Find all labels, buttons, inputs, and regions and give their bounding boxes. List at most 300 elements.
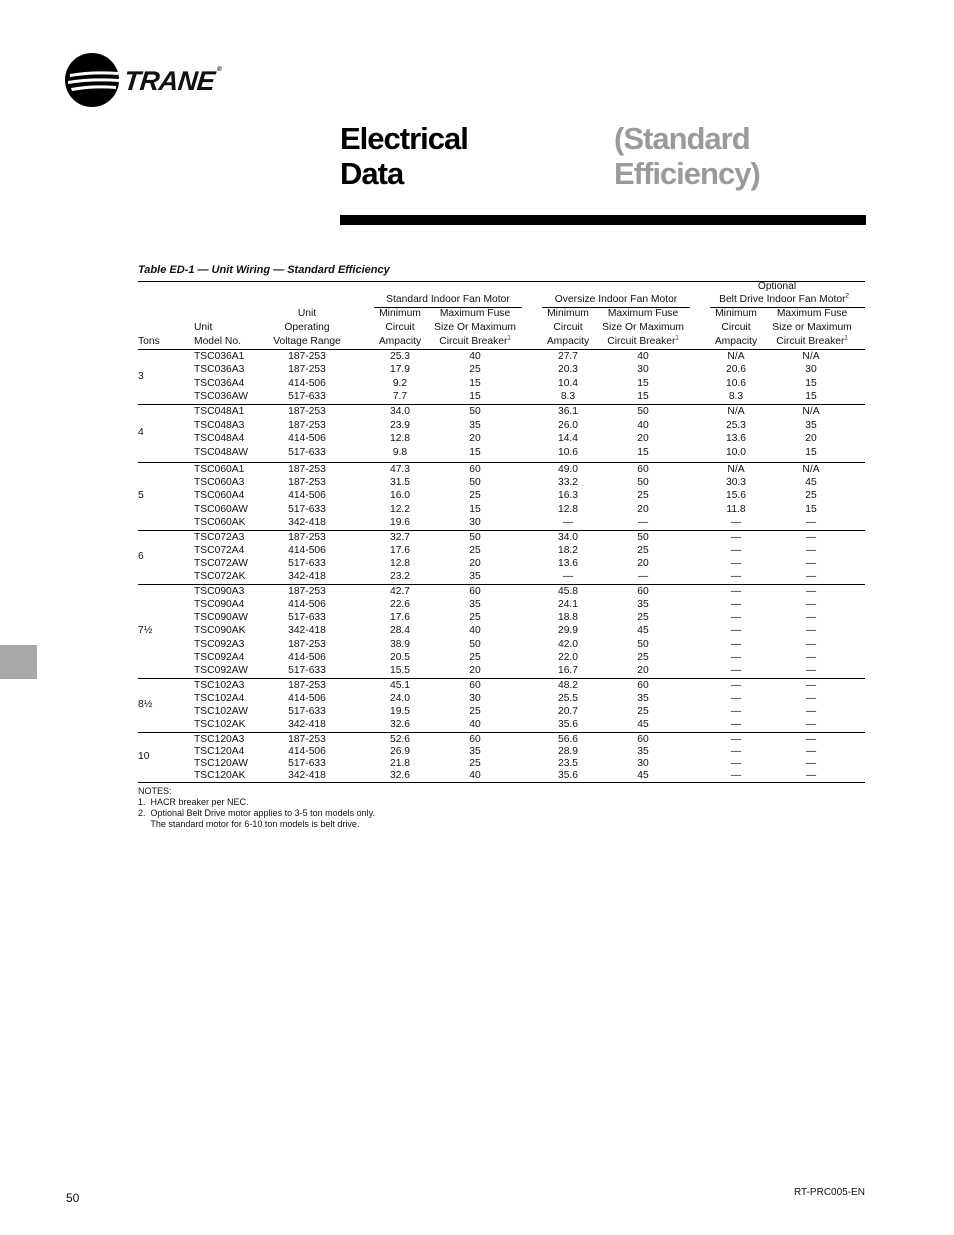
table-cell: 40: [469, 625, 481, 637]
table-cell: TSC092A3: [194, 638, 245, 650]
table-row: [138, 377, 865, 391]
table-row: [138, 557, 865, 571]
table-cell: 60: [637, 464, 649, 475]
table-cell: 9.8: [392, 446, 408, 458]
header-size-or-max: Size or Maximum: [772, 322, 852, 333]
table-cell: TSC072AK: [194, 571, 246, 582]
table-cell: 414-506: [288, 377, 326, 389]
table-cell: 414-506: [288, 433, 326, 444]
header-ampacity: Ampacity: [714, 336, 758, 347]
table-cell: 40: [469, 719, 481, 730]
table-cell: 25: [637, 706, 649, 717]
header-optional: Optional: [757, 281, 797, 292]
table-cell: 15: [469, 377, 481, 389]
table-cell: 60: [637, 586, 649, 597]
table-cell: —: [730, 532, 742, 543]
table-cell: 342-418: [288, 719, 326, 730]
tonnage-group: [138, 732, 865, 782]
table-cell: 40: [469, 351, 481, 362]
header-oversize-motor: Oversize Indoor Fan Motor: [554, 294, 678, 305]
table-cell: —: [805, 706, 817, 717]
table-cell: 187-253: [288, 364, 326, 376]
table-cell: 35.6: [557, 770, 579, 781]
table-cell: 25: [469, 706, 481, 717]
table-cell: 15: [805, 446, 817, 458]
title-rule: [340, 215, 866, 225]
table-cell: —: [805, 586, 817, 597]
table-cell: 25: [469, 758, 481, 769]
table-cell: 20: [637, 433, 649, 444]
table-cell: TSC060AW: [194, 503, 248, 515]
table-cell: 23.2: [389, 571, 411, 582]
table-cell: TSC036A1: [194, 351, 245, 362]
table-cell: 60: [469, 586, 481, 597]
table-cell: 17.6: [389, 612, 411, 624]
table-cell: 20.7: [557, 706, 579, 717]
table-row: [138, 638, 865, 652]
tons-label: 5: [138, 490, 144, 502]
table-row: [138, 432, 865, 446]
table-cell: TSC092A4: [194, 651, 245, 663]
table-cell: —: [730, 599, 742, 611]
table-row: [138, 503, 865, 517]
table-cell: 35: [637, 746, 649, 757]
table-cell: 15.6: [725, 490, 747, 502]
table-row: [138, 489, 865, 503]
table-cell: 414-506: [288, 746, 326, 757]
table-cell: —: [730, 680, 742, 691]
table-cell: —: [562, 516, 574, 528]
document-id: RT-PRC005-EN: [794, 1187, 865, 1198]
table-cell: 12.2: [389, 503, 411, 515]
table-cell: 187-253: [288, 351, 326, 362]
table-cell: TSC060A4: [194, 490, 245, 502]
table-cell: TSC072AW: [194, 558, 248, 569]
table-cell: 17.6: [389, 545, 411, 556]
header-operating: Operating: [284, 322, 330, 333]
table-row: [138, 516, 865, 530]
table-cell: 342-418: [288, 625, 326, 637]
header-circuit-breaker: Circuit Breaker$^1$: [776, 335, 848, 347]
table-cell: 517-633: [288, 758, 326, 769]
table-cell: 13.6: [725, 433, 747, 444]
table-cell: TSC120A3: [194, 734, 245, 745]
header-circuit-breaker: Circuit Breaker$^1$: [439, 335, 511, 347]
table-cell: 42.7: [389, 586, 411, 597]
table-cell: 23.9: [389, 419, 411, 431]
table-cell: 15: [469, 446, 481, 458]
table-cell: —: [805, 770, 817, 781]
table-cell: —: [805, 532, 817, 543]
table-cell: 35.6: [557, 719, 579, 730]
table-row: [138, 705, 865, 719]
table-cell: 25: [469, 651, 481, 663]
table-cell: 25: [637, 651, 649, 663]
table-cell: 11.8: [726, 503, 746, 515]
tons-label: 10: [138, 751, 150, 763]
table-cell: 20.5: [389, 651, 411, 663]
table-cell: 20: [469, 433, 481, 444]
table-cell: 30: [637, 364, 649, 376]
table-cell: 15: [637, 390, 649, 402]
table-row: [138, 692, 865, 706]
table-cell: 56.6: [557, 734, 579, 745]
table-cell: 15: [469, 390, 481, 402]
table-cell: 47.3: [389, 464, 411, 475]
table-cell: 187-253: [288, 680, 326, 691]
table-cell: 25: [637, 490, 649, 502]
table-cell: 60: [469, 680, 481, 691]
table-cell: TSC120A4: [194, 746, 245, 757]
table-row: [138, 390, 865, 404]
tonnage-group: [138, 584, 865, 678]
table-cell: 24.0: [389, 693, 411, 704]
table-cell: 15: [637, 446, 649, 458]
table-cell: 20: [469, 664, 481, 676]
header-minimum: Minimum: [379, 308, 421, 319]
table-cell: TSC072A3: [194, 532, 245, 543]
header-standard-motor: Standard Indoor Fan Motor: [386, 294, 510, 305]
table-row: [138, 664, 865, 678]
table-cell: 12.8: [389, 433, 411, 444]
table-cell: 342-418: [288, 770, 326, 781]
table-cell: 45: [805, 477, 817, 489]
table-cell: N/A: [727, 464, 745, 475]
table-cell: 35: [469, 746, 481, 757]
table-cell: 24.1: [557, 599, 579, 611]
table-cell: —: [730, 770, 742, 781]
table-cell: —: [805, 651, 817, 663]
table-cell: TSC090A3: [194, 586, 245, 597]
table-cell: —: [730, 758, 742, 769]
table-cell: 38.9: [389, 638, 411, 650]
table-cell: —: [805, 693, 817, 704]
table-row: [138, 679, 865, 693]
table-cell: 517-633: [288, 446, 326, 458]
table-cell: 15.5: [389, 664, 411, 676]
table-cell: TSC048A1: [194, 406, 245, 417]
table-cell: —: [730, 638, 742, 650]
table-row: [138, 611, 865, 625]
table-cell: 20: [469, 558, 481, 569]
tonnage-group: [138, 530, 865, 584]
table-cell: —: [562, 571, 574, 582]
table-caption: Table ED-1 — Unit Wiring — Standard Efficiency: [138, 264, 390, 276]
header-max-fuse: Maximum Fuse: [439, 308, 511, 319]
table-cell: 414-506: [288, 545, 326, 556]
table-cell: 15: [805, 390, 817, 402]
table-cell: 414-506: [288, 693, 326, 704]
table-cell: —: [730, 693, 742, 704]
table-cell: 35: [469, 599, 481, 611]
table-cell: 187-253: [288, 638, 326, 650]
table-cell: TSC090AW: [194, 612, 248, 624]
tons-label: 6: [138, 551, 144, 563]
table-cell: TSC102AK: [194, 719, 246, 730]
table-cell: 25.3: [389, 351, 411, 362]
table-cell: 30: [469, 516, 481, 528]
table-cell: 10.4: [557, 377, 579, 389]
table-cell: TSC048A4: [194, 433, 245, 444]
table-cell: —: [805, 719, 817, 730]
group-rule: [138, 782, 865, 783]
table-cell: —: [730, 719, 742, 730]
table-cell: 517-633: [288, 558, 326, 569]
table-row: [138, 570, 865, 584]
header-size-or-max: Size Or Maximum: [602, 322, 684, 333]
table-cell: TSC060A3: [194, 477, 245, 489]
table-cell: 32.6: [389, 770, 411, 781]
table-cell: 15: [469, 503, 481, 515]
table-cell: 10.6: [557, 446, 579, 458]
table-cell: 25.3: [725, 419, 747, 431]
table-cell: 45.8: [557, 586, 579, 597]
header-size-or-max: Size Or Maximum: [434, 322, 516, 333]
table-row: [138, 363, 865, 377]
table-cell: 20.3: [557, 364, 579, 376]
table-cell: 32.7: [389, 532, 411, 543]
table-cell: 414-506: [288, 490, 326, 502]
table-cell: 342-418: [288, 516, 326, 528]
tonnage-group: [138, 678, 865, 732]
header-circuit-breaker: Circuit Breaker$^1$: [607, 335, 679, 347]
table-cell: 60: [469, 734, 481, 745]
table-cell: 28.4: [389, 625, 411, 637]
table-cell: —: [805, 612, 817, 624]
table-cell: 45: [637, 719, 649, 730]
table-cell: 60: [469, 464, 481, 475]
header-unit: Unit: [194, 322, 213, 333]
table-row: [138, 476, 865, 490]
table-cell: 28.9: [557, 746, 579, 757]
table-cell: 16.0: [389, 490, 411, 502]
table-cell: —: [805, 746, 817, 757]
tonnage-group: [138, 462, 865, 530]
table-cell: TSC048A3: [194, 419, 245, 431]
table-cell: 23.5: [557, 758, 579, 769]
table-cell: 7.7: [392, 390, 408, 402]
tons-label: 7½: [138, 625, 153, 637]
table-cell: 50: [469, 406, 481, 417]
table-cell: 34.0: [557, 532, 579, 543]
table-cell: 20: [637, 664, 649, 676]
table-cell: N/A: [727, 406, 745, 417]
table-row: [138, 624, 865, 638]
header-ampacity: Ampacity: [546, 336, 590, 347]
table-cell: N/A: [727, 351, 745, 362]
table-cell: —: [805, 664, 817, 676]
table-cell: 8.3: [560, 390, 576, 402]
table-cell: 187-253: [288, 532, 326, 543]
table-cell: 517-633: [288, 706, 326, 717]
tons-label: 3: [138, 370, 144, 382]
table-row: [138, 419, 865, 433]
table-cell: 34.0: [389, 406, 411, 417]
table-cell: 14.4: [557, 433, 579, 444]
table-cell: N/A: [802, 406, 820, 417]
trane-emblem-icon: [64, 52, 120, 108]
table-cell: TSC090AK: [194, 625, 246, 637]
table-cell: 30: [805, 364, 817, 376]
table-cell: 15: [637, 377, 649, 389]
table-cell: TSC090A4: [194, 599, 245, 611]
header-circuit: Circuit: [553, 322, 583, 333]
table-cell: —: [730, 706, 742, 717]
table-cell: 12.8: [557, 503, 579, 515]
table-cell: 187-253: [288, 734, 326, 745]
table-cell: —: [805, 571, 817, 582]
tonnage-group: [138, 404, 865, 462]
table-cell: 60: [637, 734, 649, 745]
table-cell: 52.6: [389, 734, 411, 745]
table-row: [138, 651, 865, 665]
table-cell: TSC060A1: [194, 464, 245, 475]
table-cell: 517-633: [288, 612, 326, 624]
table-cell: TSC036AW: [194, 390, 248, 402]
table-cell: 29.9: [557, 625, 579, 637]
table-row: [138, 769, 865, 783]
table-cell: 187-253: [288, 406, 326, 417]
table-cell: TSC036A4: [194, 377, 245, 389]
table-cell: —: [730, 651, 742, 663]
table-cell: 26.9: [389, 746, 411, 757]
table-cell: —: [730, 516, 742, 528]
table-cell: 9.2: [392, 377, 408, 389]
table-cell: 27.7: [557, 351, 579, 362]
table-cell: 31.5: [389, 477, 411, 489]
table-cell: 45.1: [389, 680, 411, 691]
header-circuit: Circuit: [721, 322, 751, 333]
table-cell: 16.3: [557, 490, 579, 502]
table-cell: —: [730, 571, 742, 582]
table-cell: 35: [637, 693, 649, 704]
table-cell: —: [730, 612, 742, 624]
notes-heading: NOTES:: [138, 786, 172, 796]
table-cell: 45: [637, 770, 649, 781]
note-line: 2. Optional Belt Drive motor applies to 3-5 ton models only.: [138, 808, 375, 818]
table-cell: 33.2: [557, 477, 579, 489]
section-tab: [0, 645, 37, 679]
table-cell: 30.3: [725, 477, 747, 489]
page-number: 50: [66, 1191, 80, 1205]
tons-label: 4: [138, 427, 144, 439]
table-cell: 35: [637, 599, 649, 611]
table-cell: 26.0: [557, 419, 579, 431]
table-cell: 50: [637, 638, 649, 650]
table-row: [138, 531, 865, 545]
page-title: Electrical Data: [340, 121, 468, 191]
table-cell: 13.6: [557, 558, 579, 569]
table-row: [138, 446, 865, 460]
table-cell: 19.6: [389, 516, 411, 528]
table-cell: 48.2: [557, 680, 579, 691]
table-cell: 25: [469, 490, 481, 502]
table-cell: 50: [469, 638, 481, 650]
trane-logo: [64, 52, 220, 108]
header-circuit: Circuit: [385, 322, 415, 333]
header-minimum: Minimum: [715, 308, 757, 319]
table-cell: —: [805, 558, 817, 569]
table-cell: —: [805, 599, 817, 611]
table-cell: 50: [637, 532, 649, 543]
table-cell: 20: [637, 558, 649, 569]
table-cell: 10.6: [725, 377, 747, 389]
table-cell: 25: [469, 545, 481, 556]
table-cell: 50: [469, 532, 481, 543]
table-cell: 42.0: [557, 638, 579, 650]
table-cell: 60: [637, 680, 649, 691]
table-cell: 35: [469, 571, 481, 582]
table-row: [138, 350, 865, 364]
table-cell: 187-253: [288, 419, 326, 431]
table-cell: —: [637, 516, 649, 528]
table-cell: 19.5: [389, 706, 411, 717]
table-cell: 35: [469, 419, 481, 431]
table-notes: [138, 786, 375, 830]
table-cell: 20.6: [725, 364, 747, 376]
table-cell: 18.8: [557, 612, 579, 624]
table-cell: 8.3: [728, 390, 744, 402]
table-cell: 22.0: [557, 651, 579, 663]
table-cell: TSC120AK: [194, 770, 246, 781]
table-cell: —: [805, 625, 817, 637]
table-cell: —: [730, 625, 742, 637]
table-cell: —: [805, 680, 817, 691]
note-line: The standard motor for 6-10 ton models is belt drive.: [138, 819, 360, 829]
table-cell: —: [730, 545, 742, 556]
table-cell: —: [730, 664, 742, 676]
table-cell: 30: [637, 758, 649, 769]
header-belt-drive-motor: Belt Drive Indoor Fan Motor$^2$: [719, 293, 849, 305]
table-cell: 40: [469, 770, 481, 781]
table-cell: 187-253: [288, 477, 326, 489]
table-row: [138, 585, 865, 599]
note-line: 1. HACR breaker per NEC.: [138, 797, 249, 807]
brand-name: TRANE®: [122, 65, 222, 96]
table-cell: TSC048AW: [194, 446, 248, 458]
table-cell: 45: [637, 625, 649, 637]
table-cell: TSC102A3: [194, 680, 245, 691]
tonnage-group: [138, 349, 865, 404]
table-cell: 32.6: [389, 719, 411, 730]
table-cell: 25.5: [557, 693, 579, 704]
table-cell: 30: [469, 693, 481, 704]
table-cell: TSC036A3: [194, 364, 245, 376]
page-subtitle: (Standard Efficiency): [614, 121, 760, 191]
table-cell: 15: [805, 503, 817, 515]
table-cell: —: [805, 758, 817, 769]
table-cell: —: [805, 545, 817, 556]
header-unit: Unit: [297, 308, 317, 319]
table-row: [138, 544, 865, 558]
table-cell: —: [805, 638, 817, 650]
header-tons: Tons: [138, 336, 160, 347]
table-cell: TSC102AW: [194, 706, 248, 717]
table-cell: 36.1: [557, 406, 579, 417]
table-cell: 20: [637, 503, 649, 515]
table-cell: 187-253: [288, 464, 326, 475]
table-cell: 25: [637, 612, 649, 624]
table-cell: N/A: [802, 464, 820, 475]
table-cell: TSC072A4: [194, 545, 245, 556]
table-cell: —: [805, 734, 817, 745]
table-cell: 414-506: [288, 651, 326, 663]
table-cell: —: [805, 516, 817, 528]
table-cell: TSC092AW: [194, 664, 248, 676]
header-max-fuse: Maximum Fuse: [776, 308, 848, 319]
table-cell: 25: [805, 490, 817, 502]
table-row: [138, 718, 865, 732]
